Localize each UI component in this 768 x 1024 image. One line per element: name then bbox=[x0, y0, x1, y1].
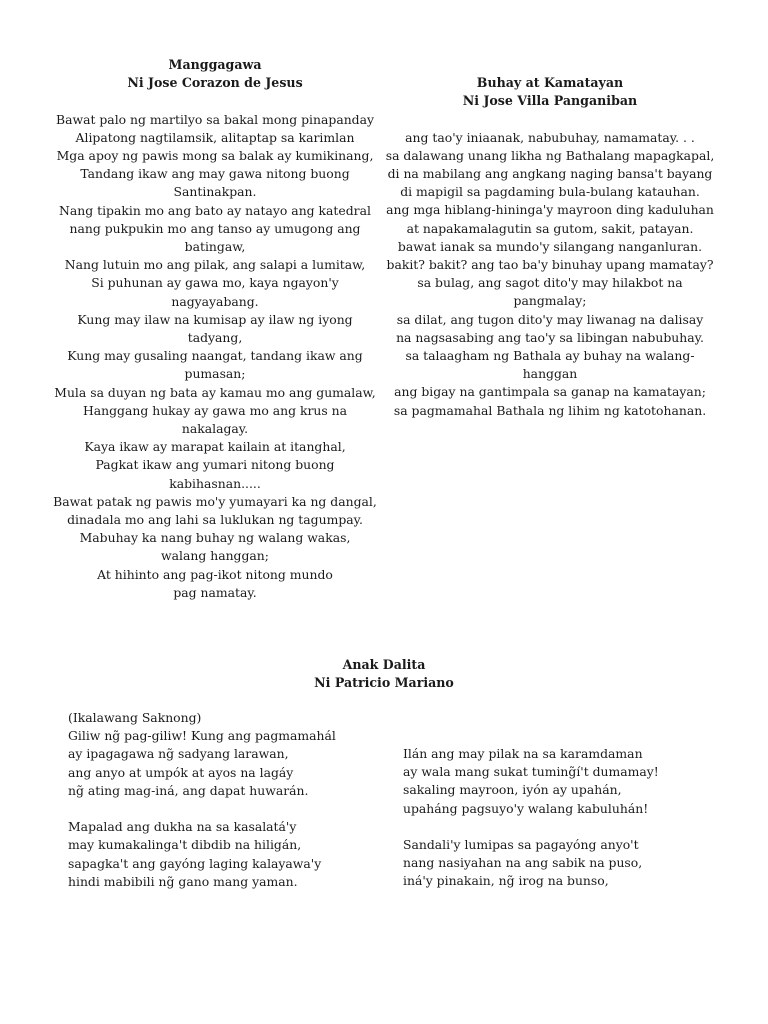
poem-line: walang hanggan; bbox=[161, 548, 269, 564]
poem-title: Manggagawa bbox=[168, 57, 262, 72]
poem-line: Nang tipakin mo ang bato ay natayo ang katedral bbox=[59, 202, 371, 218]
poem-line: dinadala mo ang lahi sa luklukan ng tagumpay. bbox=[67, 512, 363, 528]
poem-line: Kung may ilaw na kumisap ay ilaw ng iyong bbox=[77, 311, 353, 327]
poem-line: nagyayabang. bbox=[171, 293, 259, 309]
poem-manggagawa bbox=[50, 56, 380, 602]
poem-line: di mapigil sa pagdaming bula-bulang katauhan. bbox=[400, 184, 700, 200]
poem-line: Tandang ikaw ang may gawa nitong buong bbox=[80, 166, 350, 182]
poem-anak-dalita-heading bbox=[0, 656, 768, 692]
poem-line: Mula sa duyan ng bata ay kamau mo ang gumalaw, bbox=[54, 384, 376, 400]
poem-line: hanggan bbox=[522, 366, 578, 382]
poem-line: sa pagmamahal Bathala ng lihim ng katotohanan. bbox=[393, 402, 707, 418]
poem-line: tadyang, bbox=[187, 330, 243, 346]
poem-line: Alipatong nagtilamsik, alitaptap sa karimlan bbox=[75, 129, 355, 145]
poem-line: Sandali'y lumipas sa pagayóng anyo't bbox=[403, 837, 639, 853]
poem-line: Si puhunan ay gawa mo, kaya ngayon'y bbox=[91, 275, 339, 291]
poem-line: kabihasnan..... bbox=[169, 475, 261, 491]
poem-line: ang mga hiblang-hininga'y mayroon ding kaduluhan bbox=[386, 202, 714, 218]
poem-title: Anak Dalita bbox=[342, 657, 426, 672]
poem-line: hindi mabibili ng̃ gano mang yaman. bbox=[68, 873, 298, 889]
poem-body bbox=[385, 129, 715, 420]
poem-line: Mapalad ang dukha na sa kasalatá'y bbox=[68, 819, 297, 835]
poem-line: pag namatay. bbox=[173, 584, 257, 600]
poem-line: di na mabilang ang angkang naging bansa't bayang bbox=[387, 166, 713, 181]
poem-line bbox=[403, 818, 723, 836]
poem-line: sa bulag, ang sagot dito'y may hilakbot na bbox=[417, 275, 683, 291]
poem-line: iná'y pinakain, ng̃ irog na bunso, bbox=[403, 873, 609, 889]
poem-line: At hihinto ang pag-ikot nitong mundo bbox=[97, 566, 333, 582]
poem-line: Mabuhay ka nang buhay ng walang wakas, bbox=[79, 530, 351, 546]
poem-line: Mga apoy ng pawis mong sa balak ay kumikinang, bbox=[56, 148, 374, 163]
poem-line: sa talaagham ng Bathala ay buhay na walang- bbox=[405, 348, 695, 364]
poem-author: Ni Patricio Mariano bbox=[314, 675, 454, 691]
poem-line: at napakamalagutin sa gutom, sakit, patayan. bbox=[406, 220, 694, 236]
poem-line: pangmalay; bbox=[513, 293, 587, 309]
poem-author: Ni Jose Villa Panganiban bbox=[462, 93, 638, 109]
poem-line: sapagka't ang gayóng laging kalayawa'y bbox=[68, 855, 322, 871]
poem-line: Bawat patak ng pawis mo'y yumayari ka ng dangal, bbox=[53, 493, 377, 509]
poem-line: nang pukpukin mo ang tanso ay umugong ang bbox=[69, 220, 361, 236]
poem-line: sa dilat, ang tugon dito'y may liwanag na dalisay bbox=[396, 311, 704, 327]
poem-line: pumasan; bbox=[184, 366, 246, 382]
poem-line: ang anyo at umpók at ayos na lagáy bbox=[68, 764, 294, 780]
poem-line: Kung may gusaling naangat, tandang ikaw ang bbox=[67, 348, 363, 364]
poem-line: ay ipagagawa ng̃ sadyang larawan, bbox=[68, 746, 289, 762]
poem-author: Ni Jose Corazon de Jesus bbox=[127, 75, 303, 91]
poem-anak-dalita-right-column bbox=[403, 745, 723, 891]
poem-line: bawat ianak sa mundo'y silangang nanganluran. bbox=[397, 238, 703, 254]
poem-line: upaháng pagsuyo'y walang kabuluhán! bbox=[403, 800, 649, 816]
poem-line: Nang lutuin mo ang pilak, ang salapi a lumitaw, bbox=[64, 257, 366, 273]
poem-line: Bawat palo ng martilyo sa bakal mong pinapanday bbox=[55, 111, 375, 127]
poem-buhay-at-kamatayan bbox=[385, 74, 715, 420]
poem-body bbox=[50, 111, 380, 602]
poem-line: ng̃ ating mag-iná, ang dapat huwarán. bbox=[68, 782, 309, 798]
poem-line: may kumakalinga't dibdib na hiligán, bbox=[68, 837, 302, 853]
poem-title: Buhay at Kamatayan bbox=[476, 75, 624, 90]
poem-line: Ilán ang may pilak na sa karamdaman bbox=[403, 746, 643, 761]
poem-line: sa dalawang unang likha ng Bathalang mapagkapal, bbox=[385, 147, 715, 163]
poem-line: sakaling mayroon, iyón ay upahán, bbox=[403, 782, 622, 798]
poem-line: ang tao'y iniaanak, nabubuhay, namamatay. . . bbox=[405, 129, 695, 145]
poem-anak-dalita-left-column bbox=[68, 709, 388, 891]
poem-line: Santinakpan. bbox=[173, 184, 257, 200]
poem-line: Hanggang hukay ay gawa mo ang krus na bbox=[82, 402, 348, 418]
poem-line: Giliw ng̃ pag-giliw! Kung ang pagmamahál bbox=[68, 728, 336, 744]
poem-line: bakit? bakit? ang tao ba'y binuhay upang mamatay? bbox=[386, 257, 714, 273]
poem-line bbox=[68, 800, 388, 818]
poem-line: nakalagay. bbox=[181, 421, 249, 437]
poem-line: (Ikalawang Saknong) bbox=[68, 710, 202, 725]
poem-line: Pagkat ikaw ang yumari nitong buong bbox=[95, 457, 335, 473]
poem-line: ang bigay na gantimpala sa ganap na kamatayan; bbox=[394, 384, 706, 400]
poem-line: batingaw, bbox=[184, 239, 246, 255]
poem-line: na nagsasabing ang tao'y sa libingan nabubuhay. bbox=[396, 329, 704, 345]
poem-line: Kaya ikaw ay marapat kailain at itanghal, bbox=[84, 439, 346, 455]
poem-line: ay wala mang sukat tuming̃í't dumamay! bbox=[403, 764, 659, 780]
poem-line: nang nasiyahan na ang sabik na puso, bbox=[403, 855, 643, 871]
